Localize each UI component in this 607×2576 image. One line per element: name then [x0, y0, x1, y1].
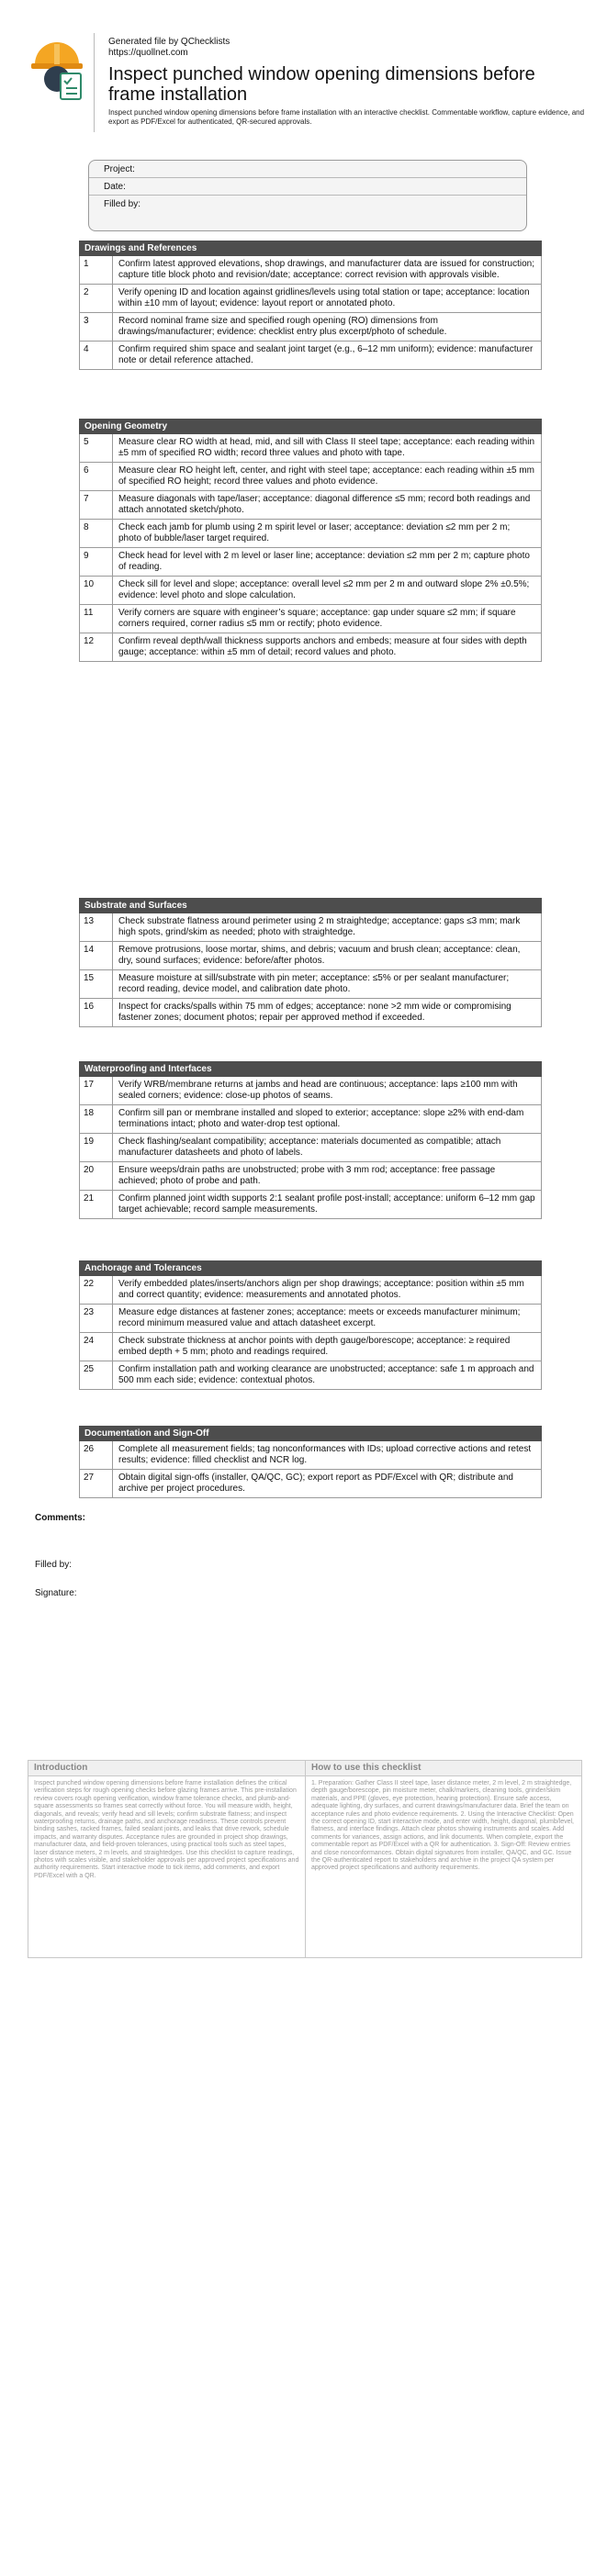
checklist-section [79, 1061, 542, 1219]
checklist-item[interactable] [79, 1077, 542, 1105]
item-text: Record nominal frame size and specified rough opening (RO) dimensions from drawings/manufacturer; evidence: checklist entry plus excerpt/photo of schedule. [118, 316, 447, 337]
checklist-section [79, 1426, 542, 1498]
item-text: Complete all measurement fields; tag nonconformances with IDs; upload corrective actions and retest results; evidence: filled checklist and NCR log. [118, 1444, 532, 1465]
item-number: 24 [80, 1333, 113, 1361]
item-text: Inspect for cracks/spalls within 75 mm of edges; acceptance: none >2 mm wide or compromising fastener zones; document photos; repair per approved method if exceeded. [118, 1002, 511, 1023]
item-number: 23 [80, 1305, 113, 1332]
section-heading: Opening Geometry [79, 419, 542, 434]
item-text: Verify opening ID and location against gridlines/levels using total station or tape; acceptance: location within ±10 mm of layout; evidence: layout report or annotated photo. [118, 287, 530, 308]
item-number: 11 [80, 605, 113, 633]
checklist-item[interactable] [79, 1333, 542, 1361]
section-heading: Anchorage and Tolerances [79, 1260, 542, 1276]
section-heading: Drawings and References [79, 241, 542, 256]
introduction-text: Inspect punched window opening dimensions before frame installation defines the critical verification steps for rough opening checks before glazing frames arrive. This pre-installation review covers rough opening verification, window frame tolerance checks, and plumb-and-square assessments so frames seat correctly without force. You will measure width, height, diagonals, and reveals; verify head and sill levels; confirm substrate flatness; and inspect waterproofing returns, drainage paths, and anchorage readiness. These controls prevent binding sashes, racked frames, failed sealant joints, and leaks that drive rework, schedule impacts, and warranty disputes. Acceptance rules are grounded in project shop drawings, manufacturer data, and field-proven tolerances, using practical tools such as steel tapes, laser distance meters, 2 m levels, and straightedges. Use this checklist to capture readings, photos with scales visible, and stakeholder approvals per approved project specifications and authority requirements. Start interactive mode to tick items, add comments, and export PDF/Excel with a QR. [34, 1780, 299, 1879]
item-text: Check head for level with 2 m level or laser line; acceptance: deviation ≤2 mm per 2 m; capture photo of reading. [118, 551, 530, 572]
generated-by-text: Generated file by QChecklists [108, 37, 230, 47]
item-number: 21 [80, 1191, 113, 1218]
item-text: Confirm sill pan or membrane installed and sloped to exterior; acceptance: slope ≥2% with end-dam terminations intact; photo and water-drop test optional. [118, 1108, 524, 1129]
item-text: Confirm installation path and working clearance are unobstructed; acceptance: safe 1 m approach and 500 mm each side; evidence: contextual photos. [118, 1364, 534, 1385]
checklist-item[interactable] [79, 942, 542, 970]
item-text: Verify embedded plates/inserts/anchors align per shop drawings; acceptance: position within ±5 mm and correct quantity; evidence: measurements and annotated photos. [118, 1279, 524, 1300]
item-number: 12 [80, 633, 113, 661]
item-text: Verify corners are square with engineer’s square; acceptance: gap under square ≤2 mm; if square corners required, corner radius ≤5 mm or rectify; photo evidence. [118, 608, 516, 629]
item-number: 25 [80, 1361, 113, 1389]
checklist-item[interactable] [79, 999, 542, 1027]
item-text: Measure clear RO height left, center, and right with steel tape; acceptance: each reading within ±5 mm of specified RO height; record three values and photo evidence. [118, 465, 534, 487]
item-text: Measure moisture at sill/substrate with pin meter; acceptance: ≤5% or per sealant manufacturer; record reading, device model, and calibration date photo. [118, 973, 510, 994]
item-number: 18 [80, 1105, 113, 1133]
item-text: Confirm required shim space and sealant joint target (e.g., 6–12 mm uniform); evidence: manufacturer note or detail reference attached. [118, 344, 534, 365]
item-number: 10 [80, 577, 113, 604]
project-info-box [88, 160, 527, 231]
checklist-item[interactable] [79, 1441, 542, 1470]
checklist-item[interactable] [79, 285, 542, 313]
item-number: 5 [80, 434, 113, 462]
item-text: Check sill for level and slope; acceptance: overall level ≤2 mm per 2 m and outward slope 2% ±0.5%; evidence: level photo and slope calculation. [118, 579, 530, 600]
checklist-item[interactable] [79, 605, 542, 633]
item-text: Measure edge distances at fastener zones; acceptance: meets or exceeds manufacturer minimum; record minimum measured value and attach datasheet excerpt. [118, 1307, 521, 1328]
signature-label: Signature: [35, 1588, 77, 1598]
item-text: Remove protrusions, loose mortar, shims, and debris; vacuum and brush clean; acceptance: clean, dry, sound surfaces; evidence: before/after photos. [118, 945, 521, 966]
item-number: 14 [80, 942, 113, 969]
page-title: Inspect punched window opening dimensions before frame installation [108, 64, 535, 105]
how-to-text: 1. Preparation: Gather Class II steel tape, laser distance meter, 2 m level, 2 m straightedge, depth gauge/borescope, pin moisture meter, chalk/markers, cleaning tools, grinder/skim materials, and PPE (gloves, eye protection, hearing protection). Ensure safe access, adequate lighting, dry surfaces, and current drawings/manufacturer data. Brief the team on acceptance rules and photo evidence requirements. 2. Using the Interactive Checklist: Open the correct opening ID, start interactive mode, and enter width, height, diagonal, plumb/level, flatness, and interface findings. Attach clear photos showing instruments and scales. Add comments for variances, assign actions, and link documents. When complete, export the commentable report as PDF/Excel with a QR for authentication. 3. Sign-Off: Review entries and close nonconformances. Obtain digital signatures from installer, QA/QC, and GC. Issue the QR-authenticated report to stakeholders and archive in the project QA system per approved project specifications and authority requirements. [311, 1780, 574, 1872]
introduction-heading: Introduction [28, 1761, 305, 1776]
source-url-link[interactable]: https://quollnet.com [108, 48, 188, 58]
hardhat-checklist-logo-icon [28, 33, 86, 101]
filled-by-field[interactable]: Filled by: [104, 199, 141, 209]
item-number: 2 [80, 285, 113, 312]
document-header [28, 33, 585, 143]
checklist-item[interactable] [79, 520, 542, 548]
checklist-item[interactable] [79, 342, 542, 370]
item-number: 13 [80, 913, 113, 941]
checklist-section [79, 1260, 542, 1390]
checklist-item[interactable] [79, 463, 542, 491]
how-to-heading: How to use this checklist [306, 1761, 581, 1776]
item-number: 6 [80, 463, 113, 490]
section-heading: Substrate and Surfaces [79, 898, 542, 913]
item-number: 3 [80, 313, 113, 341]
checklist-item[interactable] [79, 1305, 542, 1333]
date-field[interactable]: Date: [89, 178, 526, 196]
checklist-item[interactable] [79, 256, 542, 285]
item-number: 9 [80, 548, 113, 576]
checklist-section [79, 898, 542, 1027]
checklist-item[interactable] [79, 1361, 542, 1390]
item-number: 15 [80, 970, 113, 998]
checklist-item[interactable] [79, 970, 542, 999]
section-heading: Waterproofing and Interfaces [79, 1061, 542, 1077]
item-text: Check flashing/sealant compatibility; acceptance: materials documented as compatible; attach manufacturer datasheets and photo of labels. [118, 1137, 501, 1158]
checklist-section [79, 419, 542, 662]
item-number: 8 [80, 520, 113, 547]
item-number: 19 [80, 1134, 113, 1161]
item-text: Verify WRB/membrane returns at jambs and head are continuous; acceptance: laps ≥100 mm with sealed corners; evidence: close-up photos of seams. [118, 1080, 518, 1101]
item-text: Check each jamb for plumb using 2 m spirit level or laser; acceptance: deviation ≤2 mm per 2 m; photo of bubble/laser target required. [118, 522, 511, 543]
item-text: Confirm planned joint width supports 2:1 sealant profile post-install; acceptance: uniform 6–12 mm gap target achievable; record sample measurements. [118, 1193, 535, 1215]
item-text: Check substrate flatness around perimeter using 2 m straightedge; acceptance: gaps ≤3 mm; mark high spots, grind/skim as needed; photo with straightedge. [118, 916, 521, 937]
item-text: Confirm latest approved elevations, shop drawings, and manufacturer data are issued for construction; capture title block photo and revision/date; acceptance: correct revision with approvals visible. [118, 259, 535, 280]
item-number: 26 [80, 1441, 113, 1469]
comments-label: Comments: [35, 1513, 86, 1523]
item-text: Measure diagonals with tape/laser; acceptance: diagonal difference ≤5 mm; record both readings and attach annotated sketch/photo. [118, 494, 531, 515]
checklist-item[interactable] [79, 1105, 542, 1134]
checklist-section [79, 241, 542, 370]
item-number: 17 [80, 1077, 113, 1104]
item-text: Check substrate thickness at anchor points with depth gauge/borescope; acceptance: ≥ required embed depth + 5 mm; photo and readings required. [118, 1336, 511, 1357]
item-number: 22 [80, 1276, 113, 1304]
checklist-item[interactable] [79, 434, 542, 463]
checklist-item[interactable] [79, 548, 542, 577]
item-text: Obtain digital sign-offs (installer, QA/QC, GC); export report as PDF/Excel with QR; distribute and archive per project procedures. [118, 1473, 513, 1494]
item-number: 20 [80, 1162, 113, 1190]
section-heading: Documentation and Sign-Off [79, 1426, 542, 1441]
page-description: Inspect punched window opening dimensions before frame installation with an interactive checklist. Commentable workflow, capture evidence, and export as PDF/Excel for authenticated, QR-secured approvals. [108, 108, 585, 126]
item-number: 16 [80, 999, 113, 1026]
checklist-item[interactable] [79, 1191, 542, 1219]
item-text: Measure clear RO width at head, mid, and sill with Class II steel tape; acceptance: each reading within ±5 mm of specified RO width; record three values and photo with tape. [118, 437, 535, 458]
item-text: Confirm reveal depth/wall thickness supports anchors and embeds; measure at four sides with depth gauge; acceptance: within ±5 mm of detail; record values and photo. [118, 636, 527, 657]
checklist-item[interactable] [79, 577, 542, 605]
checklist-item[interactable] [79, 1276, 542, 1305]
item-number: 27 [80, 1470, 113, 1497]
header-divider [94, 33, 95, 132]
project-field[interactable]: Project: [89, 161, 526, 178]
checklist-item[interactable] [79, 313, 542, 342]
checklist-item[interactable] [79, 491, 542, 520]
checklist-item[interactable] [79, 1134, 542, 1162]
item-text: Ensure weeps/drain paths are unobstructed; probe with 3 mm rod; acceptance: free passage achieved; photo of probe and path. [118, 1165, 496, 1186]
item-number: 7 [80, 491, 113, 519]
filled-by-label: Filled by: [35, 1560, 73, 1570]
item-number: 1 [80, 256, 113, 284]
introduction-column [28, 1761, 305, 1957]
checklist-item[interactable] [79, 913, 542, 942]
checklist-item[interactable] [79, 633, 542, 662]
intro-howto-panel [28, 1760, 582, 1958]
checklist-item[interactable] [79, 1162, 542, 1191]
checklist-item[interactable] [79, 1470, 542, 1498]
item-number: 4 [80, 342, 113, 369]
how-to-column [305, 1761, 581, 1957]
